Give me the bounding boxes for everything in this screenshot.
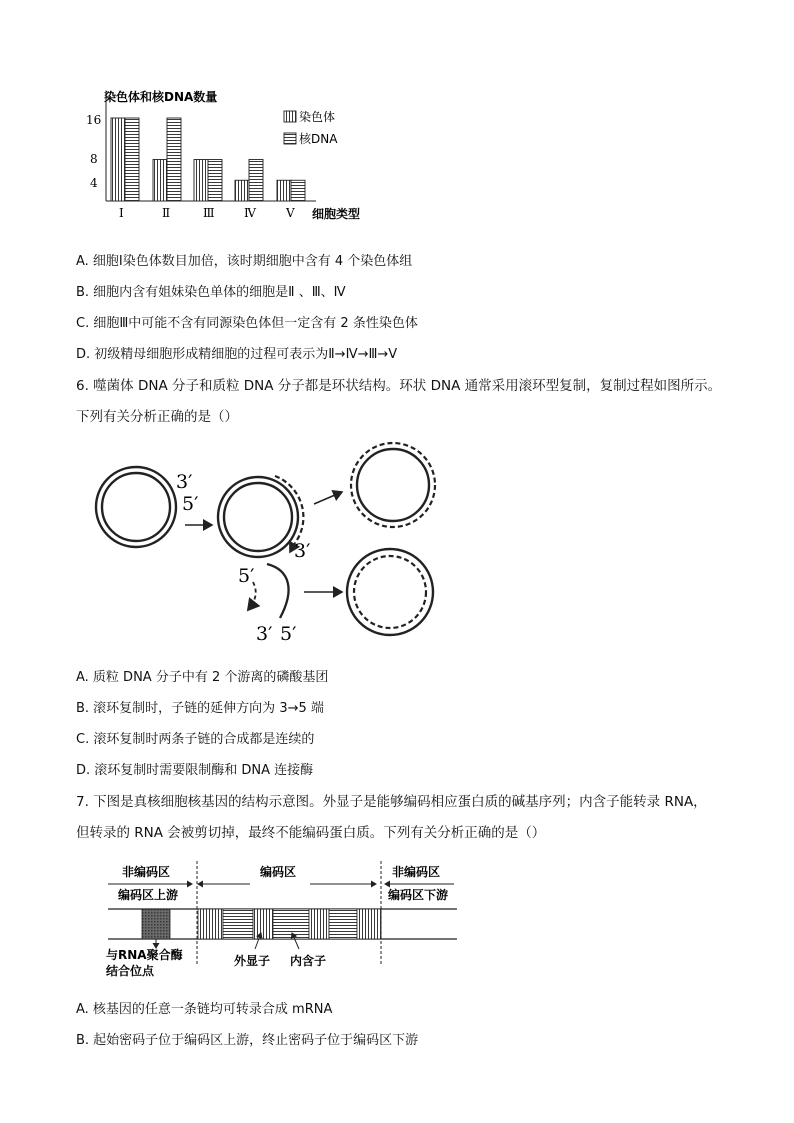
q7-stem-line2: 但转录的 RNA 会被剪切掉，最终不能编码蛋白质。下列有关分析正确的是（） <box>76 825 546 841</box>
x-tick-2: Ⅱ <box>162 206 171 220</box>
legend-dna: 核DNA <box>299 132 338 146</box>
label-downstream: 编码区下游 <box>388 888 449 902</box>
x-tick-5: Ⅴ <box>286 206 295 220</box>
x-tick-3: Ⅲ <box>203 206 215 220</box>
y-tick-4: 4 <box>90 176 98 190</box>
bar-chromosome-1 <box>111 118 125 201</box>
q6-stem-line1: 6. 噬菌体 DNA 分子和质粒 DNA 分子都是环状结构。环状 DNA 通常采用滚环型复制，复制过程如图所示。 <box>76 378 722 394</box>
bar-chromosome-5 <box>277 180 291 201</box>
q6-option-a: A. 质粒 DNA 分子中有 2 个游离的磷酸基团 <box>76 670 329 685</box>
q6-stem-line2: 下列有关分析正确的是（） <box>76 409 238 425</box>
label-5prime-b: 5′ <box>238 565 255 587</box>
label-noncoding-right: 非编码区 <box>392 865 441 879</box>
x-tick-1: Ⅰ <box>119 206 124 220</box>
q7-stem-line1: 7. 下图是真核细胞核基因的结构示意图。外显子是能够编码相应蛋白质的碱基序列；内含子能转录 RNA， <box>76 794 707 810</box>
intron-3 <box>329 909 357 939</box>
label-3prime-a: 3′ <box>176 471 193 493</box>
q5-option-a: A. 细胞Ⅰ染色体数目加倍，该时期细胞中含有 4 个染色体组 <box>76 254 413 269</box>
label-intron: 内含子 <box>290 954 327 968</box>
bar-dna-2 <box>167 118 181 201</box>
chromosome-dna-bar-chart <box>78 82 378 228</box>
exon-2 <box>253 909 273 939</box>
label-exon: 外显子 <box>234 954 271 968</box>
exon-1 <box>198 909 223 939</box>
exon-4 <box>357 909 381 939</box>
bar-chromosome-3 <box>194 160 208 202</box>
intron-2 <box>273 909 309 939</box>
legend-swatch-chromosome <box>284 111 296 122</box>
gene-structure-diagram <box>100 855 470 985</box>
label-3prime-c: 3′ <box>256 623 273 645</box>
y-axis-label: 染色体和核DNA数量 <box>104 90 218 104</box>
bar-dna-1 <box>125 118 139 201</box>
label-noncoding-left: 非编码区 <box>122 865 171 879</box>
bar-chromosome-2 <box>153 160 167 202</box>
y-tick-8: 8 <box>90 152 98 166</box>
bar-dna-4 <box>249 160 263 202</box>
intron-1 <box>223 909 253 939</box>
q5-option-d: D. 初级精母细胞形成精细胞的过程可表示为Ⅱ→Ⅳ→Ⅲ→Ⅴ <box>76 347 398 362</box>
legend-chromosome: 染色体 <box>299 110 336 124</box>
parent-plasmid <box>96 467 176 547</box>
q5-option-c: C. 细胞Ⅲ中可能不含有同源染色体但一定含有 2 条性染色体 <box>76 316 418 331</box>
label-5prime-a: 5′ <box>182 493 199 515</box>
bar-dna-3 <box>208 160 222 202</box>
rolling-circle-replication-diagram <box>90 440 460 645</box>
replicating-plasmid <box>218 476 303 557</box>
bar-dna-5 <box>291 180 305 201</box>
exon-3 <box>309 909 329 939</box>
q6-option-c: C. 滚环复制时两条子链的合成都是连续的 <box>76 732 315 747</box>
y-tick-16: 16 <box>86 113 102 127</box>
q6-option-b: B. 滚环复制时，子链的延伸方向为 3→5 端 <box>76 701 324 716</box>
x-tick-4: Ⅳ <box>244 206 256 220</box>
label-5prime-c: 5′ <box>280 623 297 645</box>
bar-chromosome-4 <box>235 180 249 201</box>
label-coding: 编码区 <box>260 865 297 879</box>
q7-option-a: A. 核基因的任意一条链均可转录合成 mRNA <box>76 1002 333 1017</box>
arrow-to-product-top <box>314 492 342 504</box>
label-binding-line1: 与RNA聚合酶 <box>106 948 183 962</box>
product-plasmid-top <box>351 443 435 527</box>
label-3prime-b: 3′ <box>294 540 311 562</box>
q6-option-d: D. 滚环复制时需要限制酶和 DNA 连接酶 <box>76 763 314 778</box>
rna-polymerase-binding-site <box>142 909 170 939</box>
q5-option-b: B. 细胞内含有姐妹染色单体的细胞是Ⅱ 、Ⅲ、Ⅳ <box>76 285 346 300</box>
x-axis-label: 细胞类型 <box>312 207 361 221</box>
label-upstream: 编码区上游 <box>118 888 179 902</box>
legend-swatch-dna <box>284 133 296 144</box>
product-plasmid-bottom <box>347 549 433 635</box>
q7-option-b: B. 起始密码子位于编码区上游，终止密码子位于编码区下游 <box>76 1033 419 1048</box>
label-binding-line2: 结合位点 <box>106 964 155 978</box>
